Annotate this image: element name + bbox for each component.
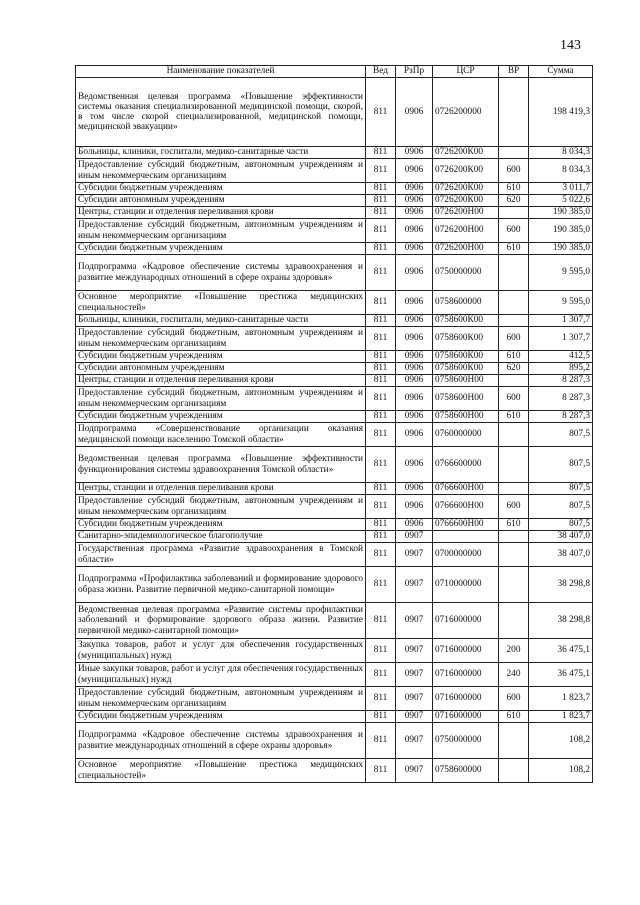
cell-ved: 811 (366, 159, 396, 183)
cell-vr (499, 375, 529, 387)
table-row (76, 363, 593, 375)
cell-rzpr: 0906 (396, 291, 433, 315)
cell-vr: 600 (499, 495, 529, 519)
cell-vr (499, 723, 529, 759)
cell-ved: 811 (366, 603, 396, 639)
cell-vr (499, 147, 529, 159)
cell-name: Ведомственная целевая программа «Развитие системы профилактики заболеваний и формирование здорового образа жизни. Развитие первичной медико-санитарной помощи» (76, 603, 366, 639)
cell-sum: 198 419,3 (529, 78, 593, 147)
table-row (76, 255, 593, 291)
cell-ved: 811 (366, 483, 396, 495)
cell-csr: 0758600К00 (433, 315, 499, 327)
cell-ved: 811 (366, 291, 396, 315)
cell-sum: 1 307,7 (529, 327, 593, 351)
cell-name: Основное мероприятие «Повышение престижа медицинских специальностей» (76, 759, 366, 783)
cell-csr: 0758600Н00 (433, 411, 499, 423)
cell-ved: 811 (366, 711, 396, 723)
cell-rzpr: 0906 (396, 255, 433, 291)
cell-vr: 610 (499, 183, 529, 195)
cell-name: Подпрограмма «Кадровое обеспечение системы здравоохранения и развитие международных отношений в сфере охраны здоровья» (76, 723, 366, 759)
cell-csr: 0726200Н00 (433, 219, 499, 243)
table-row (76, 663, 593, 687)
cell-vr (499, 78, 529, 147)
cell-sum: 8 287,3 (529, 387, 593, 411)
cell-name: Субсидии бюджетным учреждениям (76, 243, 366, 255)
cell-vr (499, 759, 529, 783)
table-row (76, 387, 593, 411)
cell-name: Субсидии автономным учреждениям (76, 195, 366, 207)
cell-rzpr: 0906 (396, 78, 433, 147)
cell-vr (499, 207, 529, 219)
cell-name: Предоставление субсидий бюджетным, автономным учреждениям и иным некоммерческим организациям (76, 687, 366, 711)
cell-rzpr: 0907 (396, 531, 433, 543)
cell-rzpr: 0906 (396, 207, 433, 219)
table-row (76, 687, 593, 711)
cell-ved: 811 (366, 375, 396, 387)
cell-ved: 811 (366, 387, 396, 411)
cell-ved: 811 (366, 639, 396, 663)
cell-sum: 1 307,7 (529, 315, 593, 327)
cell-csr: 0726200Н00 (433, 243, 499, 255)
table-body (76, 78, 593, 783)
cell-csr: 0750000000 (433, 723, 499, 759)
cell-ved: 811 (366, 315, 396, 327)
cell-vr: 240 (499, 663, 529, 687)
table-row (76, 423, 593, 447)
cell-csr: 0766600Н00 (433, 495, 499, 519)
table-row (76, 531, 593, 543)
cell-sum: 807,5 (529, 495, 593, 519)
cell-ved: 811 (366, 687, 396, 711)
cell-rzpr: 0906 (396, 519, 433, 531)
cell-ved: 811 (366, 531, 396, 543)
cell-ved: 811 (366, 147, 396, 159)
cell-vr: 610 (499, 351, 529, 363)
cell-rzpr: 0906 (396, 327, 433, 351)
cell-name: Субсидии бюджетным учреждениям (76, 519, 366, 531)
table-row (76, 183, 593, 195)
cell-vr: 620 (499, 363, 529, 375)
cell-ved: 811 (366, 495, 396, 519)
cell-name: Предоставление субсидий бюджетным, автономным учреждениям и иным некоммерческим организациям (76, 159, 366, 183)
cell-name: Государственная программа «Развитие здравоохранения в Томской области» (76, 543, 366, 567)
header-rzpr: РзПр (396, 66, 433, 78)
cell-sum: 190 385,0 (529, 207, 593, 219)
cell-rzpr: 0906 (396, 243, 433, 255)
cell-sum: 8 287,3 (529, 411, 593, 423)
cell-sum: 108,2 (529, 723, 593, 759)
cell-csr: 0726200К00 (433, 183, 499, 195)
cell-ved: 811 (366, 663, 396, 687)
cell-vr (499, 315, 529, 327)
cell-sum: 36 475,1 (529, 663, 593, 687)
cell-rzpr: 0906 (396, 195, 433, 207)
cell-name: Больницы, клиники, госпитали, медико-санитарные части (76, 147, 366, 159)
cell-csr: 0700000000 (433, 543, 499, 567)
cell-name: Санитарно-эпидемиологическое благополучие (76, 531, 366, 543)
cell-name: Подпрограмма «Кадровое обеспечение системы здравоохранения и развитие международных отношений в сфере охраны здоровья» (76, 255, 366, 291)
cell-sum: 807,5 (529, 423, 593, 447)
cell-ved: 811 (366, 723, 396, 759)
cell-vr (499, 483, 529, 495)
cell-rzpr: 0906 (396, 495, 433, 519)
cell-name: Субсидии автономным учреждениям (76, 363, 366, 375)
cell-csr: 0710000000 (433, 567, 499, 603)
cell-csr: 0766600Н00 (433, 519, 499, 531)
cell-ved: 811 (366, 207, 396, 219)
cell-name: Подпрограмма «Совершенствование организации оказания медицинской помощи населению Томской области» (76, 423, 366, 447)
cell-vr: 200 (499, 639, 529, 663)
cell-csr: 0726200Н00 (433, 207, 499, 219)
cell-vr: 600 (499, 327, 529, 351)
cell-csr: 0726200К00 (433, 159, 499, 183)
cell-rzpr: 0906 (396, 483, 433, 495)
cell-csr: 0726200К00 (433, 147, 499, 159)
cell-name: Предоставление субсидий бюджетным, автономным учреждениям и иным некоммерческим организациям (76, 219, 366, 243)
table-row (76, 315, 593, 327)
cell-sum: 3 011,7 (529, 183, 593, 195)
cell-rzpr: 0906 (396, 183, 433, 195)
table-header-row (76, 66, 593, 78)
cell-csr: 0758600000 (433, 291, 499, 315)
table-row (76, 711, 593, 723)
cell-ved: 811 (366, 411, 396, 423)
cell-sum: 38 298,8 (529, 603, 593, 639)
cell-rzpr: 0907 (396, 567, 433, 603)
table-row (76, 243, 593, 255)
cell-rzpr: 0907 (396, 687, 433, 711)
cell-rzpr: 0906 (396, 447, 433, 483)
cell-ved: 811 (366, 219, 396, 243)
cell-csr: 0726200000 (433, 78, 499, 147)
cell-rzpr: 0906 (396, 159, 433, 183)
cell-sum: 190 385,0 (529, 219, 593, 243)
table-row (76, 219, 593, 243)
cell-name: Предоставление субсидий бюджетным, автономным учреждениям и иным некоммерческим организациям (76, 387, 366, 411)
cell-rzpr: 0906 (396, 423, 433, 447)
cell-sum: 38 298,8 (529, 567, 593, 603)
cell-sum: 108,2 (529, 759, 593, 783)
cell-rzpr: 0907 (396, 711, 433, 723)
cell-vr: 610 (499, 243, 529, 255)
table-row (76, 447, 593, 483)
cell-ved: 811 (366, 567, 396, 603)
cell-csr: 0758600Н00 (433, 375, 499, 387)
cell-csr: 0750000000 (433, 255, 499, 291)
cell-name: Больницы, клиники, госпитали, медико-санитарные части (76, 315, 366, 327)
cell-csr: 0766600000 (433, 447, 499, 483)
cell-sum: 807,5 (529, 519, 593, 531)
cell-csr: 0758600К00 (433, 363, 499, 375)
cell-csr: 0758600000 (433, 759, 499, 783)
cell-sum: 807,5 (529, 483, 593, 495)
cell-csr: 0716000000 (433, 663, 499, 687)
cell-sum: 807,5 (529, 447, 593, 483)
cell-name: Закупка товаров, работ и услуг для обеспечения государственных (муниципальных) нужд (76, 639, 366, 663)
cell-name: Центры, станции и отделения переливания крови (76, 375, 366, 387)
cell-name: Ведомственная целевая программа «Повышение эффективности функционирования системы здравоохранения Томской области» (76, 447, 366, 483)
table-row (76, 603, 593, 639)
cell-sum: 895,2 (529, 363, 593, 375)
page-number: 143 (560, 38, 581, 53)
cell-sum: 8 287,3 (529, 375, 593, 387)
cell-name: Ведомственная целевая программа «Повышение эффективности системы оказания специализированной медицинской помощи, скорой, в том числе скорой специализированной, медицинской помощи, медицинской эвакуации» (76, 78, 366, 147)
cell-csr: 0716000000 (433, 603, 499, 639)
cell-csr: 0716000000 (433, 711, 499, 723)
cell-name: Подпрограмма «Профилактика заболеваний и формирование здорового образа жизни. Развитие первичной медико-санитарной помощи» (76, 567, 366, 603)
cell-ved: 811 (366, 255, 396, 291)
cell-vr: 620 (499, 195, 529, 207)
table-row (76, 351, 593, 363)
cell-vr: 600 (499, 219, 529, 243)
cell-sum: 38 407,0 (529, 543, 593, 567)
cell-csr: 0716000000 (433, 639, 499, 663)
cell-sum: 5 022,6 (529, 195, 593, 207)
cell-rzpr: 0906 (396, 363, 433, 375)
cell-sum: 1 823,7 (529, 687, 593, 711)
budget-table (75, 65, 593, 783)
cell-ved: 811 (366, 759, 396, 783)
cell-vr: 610 (499, 519, 529, 531)
table-row (76, 159, 593, 183)
cell-name: Предоставление субсидий бюджетным, автономным учреждениям и иным некоммерческим организациям (76, 327, 366, 351)
cell-rzpr: 0906 (396, 147, 433, 159)
table-row (76, 207, 593, 219)
cell-vr (499, 255, 529, 291)
table-row (76, 639, 593, 663)
cell-vr (499, 531, 529, 543)
cell-rzpr: 0906 (396, 315, 433, 327)
cell-vr (499, 447, 529, 483)
cell-vr: 600 (499, 687, 529, 711)
cell-rzpr: 0906 (396, 387, 433, 411)
cell-sum: 9 595,0 (529, 291, 593, 315)
cell-sum: 36 475,1 (529, 639, 593, 663)
cell-rzpr: 0907 (396, 543, 433, 567)
cell-vr: 610 (499, 711, 529, 723)
table-row (76, 291, 593, 315)
cell-vr: 610 (499, 411, 529, 423)
cell-rzpr: 0907 (396, 663, 433, 687)
table-row (76, 375, 593, 387)
cell-csr: 0766600Н00 (433, 483, 499, 495)
cell-ved: 811 (366, 327, 396, 351)
cell-name: Субсидии бюджетным учреждениям (76, 351, 366, 363)
cell-rzpr: 0906 (396, 411, 433, 423)
cell-rzpr: 0906 (396, 375, 433, 387)
cell-vr (499, 603, 529, 639)
table-row (76, 411, 593, 423)
cell-sum: 1 823,7 (529, 711, 593, 723)
table-row (76, 327, 593, 351)
cell-ved: 811 (366, 243, 396, 255)
cell-vr (499, 543, 529, 567)
table-row (76, 78, 593, 147)
cell-csr: 0758600К00 (433, 351, 499, 363)
header-ved: Вед (366, 66, 396, 78)
header-sum: Сумма (529, 66, 593, 78)
cell-rzpr: 0907 (396, 723, 433, 759)
cell-csr: 0726200К00 (433, 195, 499, 207)
cell-sum: 38 407,0 (529, 531, 593, 543)
table-row (76, 519, 593, 531)
cell-csr: 0758600Н00 (433, 387, 499, 411)
cell-sum: 8 034,3 (529, 147, 593, 159)
cell-vr (499, 423, 529, 447)
cell-ved: 811 (366, 195, 396, 207)
header-name: Наименование показателей (76, 66, 366, 78)
cell-rzpr: 0907 (396, 759, 433, 783)
cell-sum: 412,5 (529, 351, 593, 363)
cell-ved: 811 (366, 519, 396, 531)
table-row (76, 195, 593, 207)
table-row (76, 723, 593, 759)
cell-name: Предоставление субсидий бюджетным, автономным учреждениям и иным некоммерческим организациям (76, 495, 366, 519)
cell-ved: 811 (366, 543, 396, 567)
table-row (76, 567, 593, 603)
cell-ved: 811 (366, 351, 396, 363)
cell-csr: 0758600К00 (433, 327, 499, 351)
cell-name: Основное мероприятие «Повышение престижа медицинских специальностей» (76, 291, 366, 315)
cell-ved: 811 (366, 363, 396, 375)
table-row (76, 495, 593, 519)
header-csr: ЦСР (433, 66, 499, 78)
cell-name: Субсидии бюджетным учреждениям (76, 411, 366, 423)
cell-name: Центры, станции и отделения переливания крови (76, 483, 366, 495)
cell-name: Центры, станции и отделения переливания крови (76, 207, 366, 219)
cell-sum: 9 595,0 (529, 255, 593, 291)
cell-ved: 811 (366, 423, 396, 447)
cell-vr: 600 (499, 159, 529, 183)
table-row (76, 759, 593, 783)
table-row (76, 543, 593, 567)
table-row (76, 483, 593, 495)
cell-rzpr: 0907 (396, 603, 433, 639)
cell-name: Субсидии бюджетным учреждениям (76, 183, 366, 195)
cell-name: Иные закупки товаров, работ и услуг для обеспечения государственных (муниципальных) нужд (76, 663, 366, 687)
cell-rzpr: 0906 (396, 219, 433, 243)
cell-csr: 0760000000 (433, 423, 499, 447)
cell-ved: 811 (366, 183, 396, 195)
cell-name: Субсидии бюджетным учреждениям (76, 711, 366, 723)
header-vr: ВР (499, 66, 529, 78)
cell-csr: 0716000000 (433, 687, 499, 711)
cell-csr (433, 531, 499, 543)
cell-sum: 8 034,3 (529, 159, 593, 183)
cell-ved: 811 (366, 447, 396, 483)
cell-sum: 190 385,0 (529, 243, 593, 255)
cell-rzpr: 0906 (396, 351, 433, 363)
cell-ved: 811 (366, 78, 396, 147)
cell-vr: 600 (499, 387, 529, 411)
table-row (76, 147, 593, 159)
cell-vr (499, 291, 529, 315)
cell-vr (499, 567, 529, 603)
cell-rzpr: 0907 (396, 639, 433, 663)
